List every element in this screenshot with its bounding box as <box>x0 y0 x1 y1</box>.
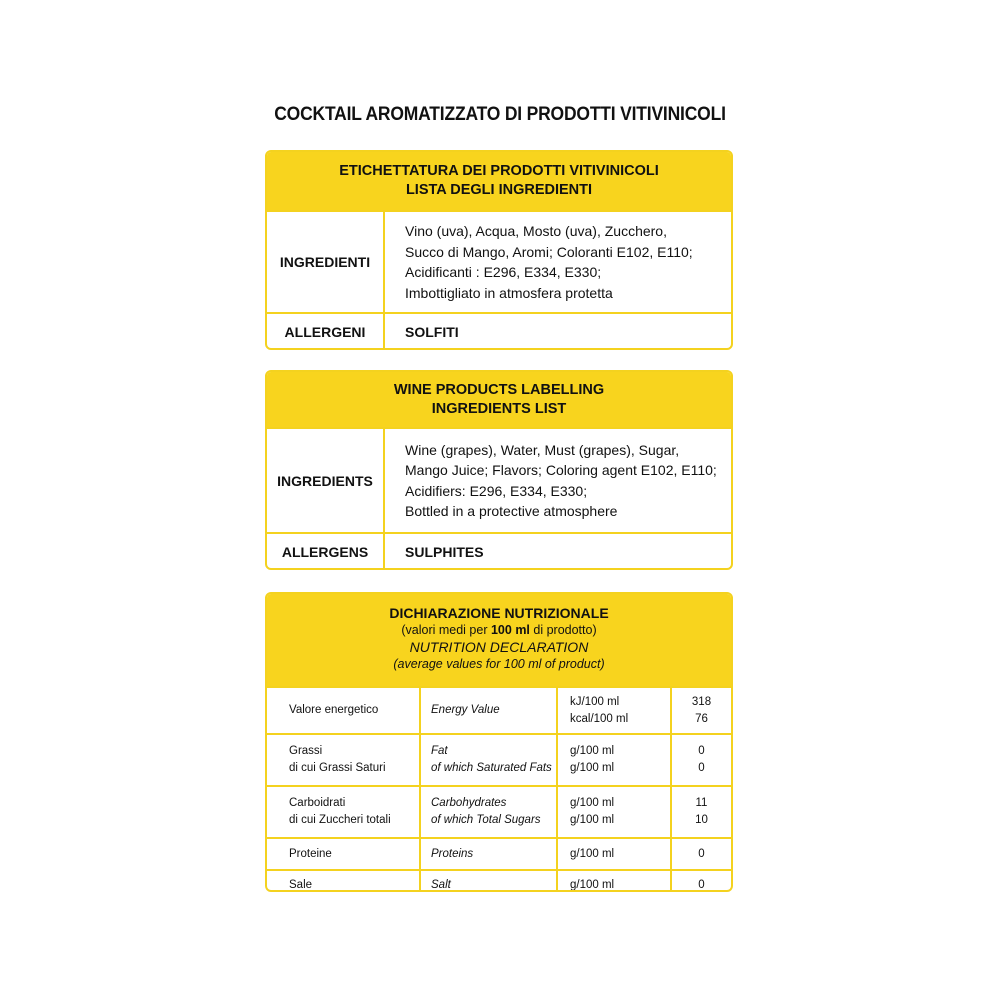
cell-line: di cui Zuccheri totali <box>289 814 391 826</box>
english-allergens-value: SULPHITES <box>405 544 484 560</box>
italian-header-line1: ETICHETTATURA DEI PRODOTTI VITIVINICOLI <box>339 163 659 179</box>
nutrient-name-it <box>267 687 420 734</box>
nutrition-header <box>267 594 731 686</box>
italian-ingredients-row <box>267 210 731 312</box>
italian-ingredients-label: INGREDIENTI <box>267 212 385 312</box>
nutrition-subtitle-it-pre: (valori medi per <box>401 623 491 637</box>
nutrient-name-it <box>267 870 420 892</box>
nutrient-value <box>671 870 731 892</box>
nutrient-unit <box>557 838 671 870</box>
nutrient-unit <box>557 687 671 734</box>
cell-line: g/100 ml <box>570 797 615 809</box>
cell-line: Salt <box>431 879 451 891</box>
cell-line: Fat <box>431 745 448 757</box>
nutrient-name-en <box>420 687 557 734</box>
ingredient-line: Bottled in a protective atmosphere <box>405 503 618 519</box>
english-allergens-row <box>267 532 731 570</box>
nutrient-name-en <box>420 734 557 786</box>
cell-line: 10 <box>695 814 708 826</box>
cell-line: of which Total Sugars <box>431 814 541 826</box>
nutrition-subtitle-it-post: di prodotto) <box>529 623 597 637</box>
italian-allergens-value: SOLFITI <box>405 324 459 340</box>
english-allergens-label: ALLERGENS <box>267 534 385 570</box>
cell-line: g/100 ml <box>570 814 615 826</box>
nutrient-name-it <box>267 838 420 870</box>
italian-label-box <box>265 150 733 350</box>
nutrition-subtitle-it-bold: 100 ml <box>490 623 530 637</box>
italian-ingredients-value <box>385 212 731 312</box>
cell-line: kJ/100 ml <box>570 695 620 708</box>
english-label-box <box>265 370 733 570</box>
cell-line: of which Saturated Fats <box>431 762 552 774</box>
table-row <box>267 786 731 838</box>
ingredient-line: Acidifiers: E296, E334, E330; <box>405 482 588 499</box>
italian-header <box>267 152 731 210</box>
italian-header-line2: LISTA DEGLI INGREDIENTI <box>405 182 593 198</box>
ingredient-line: Vino (uva), Acqua, Mosto (uva), Zucchero, <box>405 223 667 239</box>
cell-line: Proteins <box>431 847 474 860</box>
cell-line: 11 <box>695 797 708 809</box>
cell-line: g/100 ml <box>570 762 615 774</box>
cell-line: Energy Value <box>431 704 500 716</box>
cell-line: Carbohydrates <box>431 797 507 809</box>
cell-line: 318 <box>691 695 712 708</box>
nutrient-value <box>671 786 731 838</box>
nutrition-title-it: DICHIARAZIONE NUTRIZIONALE <box>389 605 609 621</box>
english-ingredients-value <box>385 429 731 532</box>
nutrition-box <box>265 592 733 892</box>
nutrient-value <box>671 734 731 786</box>
cell-line: 76 <box>695 712 708 725</box>
ingredient-line: Acidificanti : E296, E334, E330; <box>405 264 602 280</box>
english-header-line2: INGREDIENTS LIST <box>431 401 567 417</box>
nutrient-unit <box>557 870 671 892</box>
nutrient-name-en <box>420 838 557 870</box>
cell-line: g/100 ml <box>570 745 615 757</box>
english-header-line1: WINE PRODUCTS LABELLING <box>393 382 605 398</box>
cell-line: g/100 ml <box>570 847 615 860</box>
table-row <box>267 687 731 734</box>
nutrient-unit <box>557 734 671 786</box>
italian-allergens-label: ALLERGENI <box>267 314 385 350</box>
nutrient-name-en <box>420 786 557 838</box>
cell-line: Proteine <box>289 847 332 860</box>
nutrient-value <box>671 838 731 870</box>
english-ingredients-label: INGREDIENTS <box>267 429 385 532</box>
cell-line: Carboidrati <box>289 797 346 809</box>
nutrition-title-en: NUTRITION DECLARATION <box>409 639 589 655</box>
cell-line: 0 <box>698 745 705 757</box>
italian-allergens-row <box>267 312 731 350</box>
cell-line: 0 <box>698 762 705 774</box>
nutrient-unit <box>557 786 671 838</box>
cell-line: kcal/100 ml <box>570 712 629 725</box>
table-row <box>267 838 731 870</box>
english-header <box>267 372 731 427</box>
nutrition-table <box>267 686 731 892</box>
ingredient-line: Wine (grapes), Water, Must (grapes), Sugar, <box>405 441 680 458</box>
ingredient-line: Mango Juice; Flavors; Coloring agent E102, E110; <box>405 462 717 478</box>
nutrition-subtitle-it <box>267 622 731 639</box>
english-ingredients-row <box>267 427 731 532</box>
cell-line: Valore energetico <box>289 704 379 716</box>
nutrition-subtitle-en: (average values for 100 ml of product) <box>393 657 605 671</box>
table-row <box>267 734 731 786</box>
page-title: COCKTAIL AROMATIZZATO DI PRODOTTI VITIVINICOLI <box>274 104 726 125</box>
nutrient-name-it <box>267 734 420 786</box>
cell-line: di cui Grassi Saturi <box>289 762 386 774</box>
ingredient-line: Imbottigliato in atmosfera protetta <box>405 284 613 301</box>
nutrient-name-en <box>420 870 557 892</box>
ingredient-line: Succo di Mango, Aromi; Coloranti E102, E110; <box>405 243 693 260</box>
cell-line: 0 <box>698 847 705 860</box>
nutrient-name-it <box>267 786 420 838</box>
cell-line: 0 <box>698 879 705 891</box>
nutrient-value <box>671 687 731 734</box>
cell-line: g/100 ml <box>570 879 615 891</box>
cell-line: Grassi <box>289 745 323 757</box>
cell-line: Sale <box>289 879 313 891</box>
table-row <box>267 870 731 892</box>
